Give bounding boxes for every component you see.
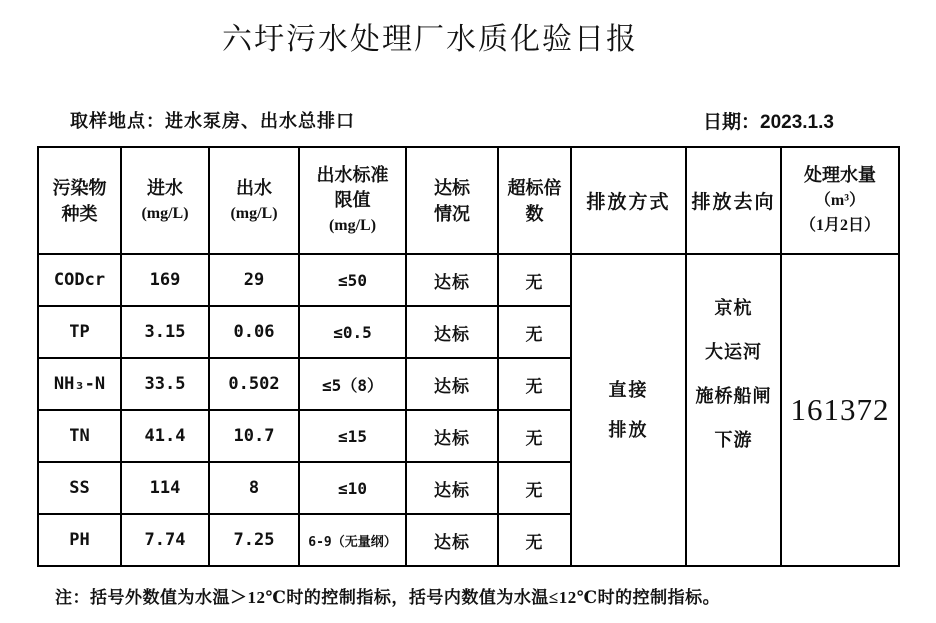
limit-value: ≤50 [299, 254, 406, 306]
pollutant-name: TP [38, 306, 121, 358]
limit-value: ≤15 [299, 410, 406, 462]
inflow-value: 114 [121, 462, 209, 514]
exceed-value: 无 [498, 254, 571, 306]
table-row-codcr [38, 254, 899, 306]
outflow-value: 8 [209, 462, 299, 514]
col-header-outflow: 出水 (mg/L) [209, 147, 299, 254]
exceed-value: 无 [498, 306, 571, 358]
header-row [38, 147, 899, 254]
inflow-value: 3.15 [121, 306, 209, 358]
pollutant-name: CODcr [38, 254, 121, 306]
discharge-mode-cell: 直接 排放 [571, 254, 686, 566]
limit-value: 6-9（无量纲） [299, 514, 406, 566]
exceed-value: 无 [498, 410, 571, 462]
outflow-value: 0.06 [209, 306, 299, 358]
pollutant-name: PH [38, 514, 121, 566]
col-header-volume: 处理水量 （m³） （1月2日） [781, 147, 899, 254]
col-header-inflow: 进水 (mg/L) [121, 147, 209, 254]
outflow-value: 7.25 [209, 514, 299, 566]
inflow-value: 7.74 [121, 514, 209, 566]
footnote: 注：括号外数值为水温＞12℃时的控制指标，括号内数值为水温≤12℃时的控制指标。 [55, 588, 721, 607]
treated-water-volume: 161372 [781, 254, 899, 566]
status-value: 达标 [406, 410, 498, 462]
col-header-status: 达标 情况 [406, 147, 498, 254]
report-date-label: 日期：2023.1.3 [703, 112, 834, 133]
exceed-value: 无 [498, 358, 571, 410]
pollutant-name: SS [38, 462, 121, 514]
col-header-discharge-mode: 排放方式 [571, 147, 686, 254]
outflow-value: 29 [209, 254, 299, 306]
inflow-value: 41.4 [121, 410, 209, 462]
inflow-value: 33.5 [121, 358, 209, 410]
col-header-pollutant: 污染物 种类 [38, 147, 121, 254]
inflow-value: 169 [121, 254, 209, 306]
limit-value: ≤10 [299, 462, 406, 514]
discharge-destination-cell: 京杭 大运河 施桥船闸 下游 [686, 254, 781, 566]
status-value: 达标 [406, 462, 498, 514]
col-header-limit: 出水标准 限值 (mg/L) [299, 147, 406, 254]
status-value: 达标 [406, 358, 498, 410]
limit-value: ≤0.5 [299, 306, 406, 358]
col-header-discharge-destination: 排放去向 [686, 147, 781, 254]
outflow-value: 0.502 [209, 358, 299, 410]
status-value: 达标 [406, 306, 498, 358]
report-title: 六圩污水处理厂水质化验日报 [222, 23, 638, 56]
outflow-value: 10.7 [209, 410, 299, 462]
exceed-value: 无 [498, 462, 571, 514]
pollutant-name: TN [38, 410, 121, 462]
limit-value: ≤5（8） [299, 358, 406, 410]
col-header-exceed: 超标倍 数 [498, 147, 571, 254]
pollutant-name: NH₃-N [38, 358, 121, 410]
exceed-value: 无 [498, 514, 571, 566]
sampling-point-label: 取样地点：进水泵房、出水总排口 [70, 111, 355, 131]
status-value: 达标 [406, 254, 498, 306]
status-value: 达标 [406, 514, 498, 566]
water-quality-table [37, 146, 900, 567]
